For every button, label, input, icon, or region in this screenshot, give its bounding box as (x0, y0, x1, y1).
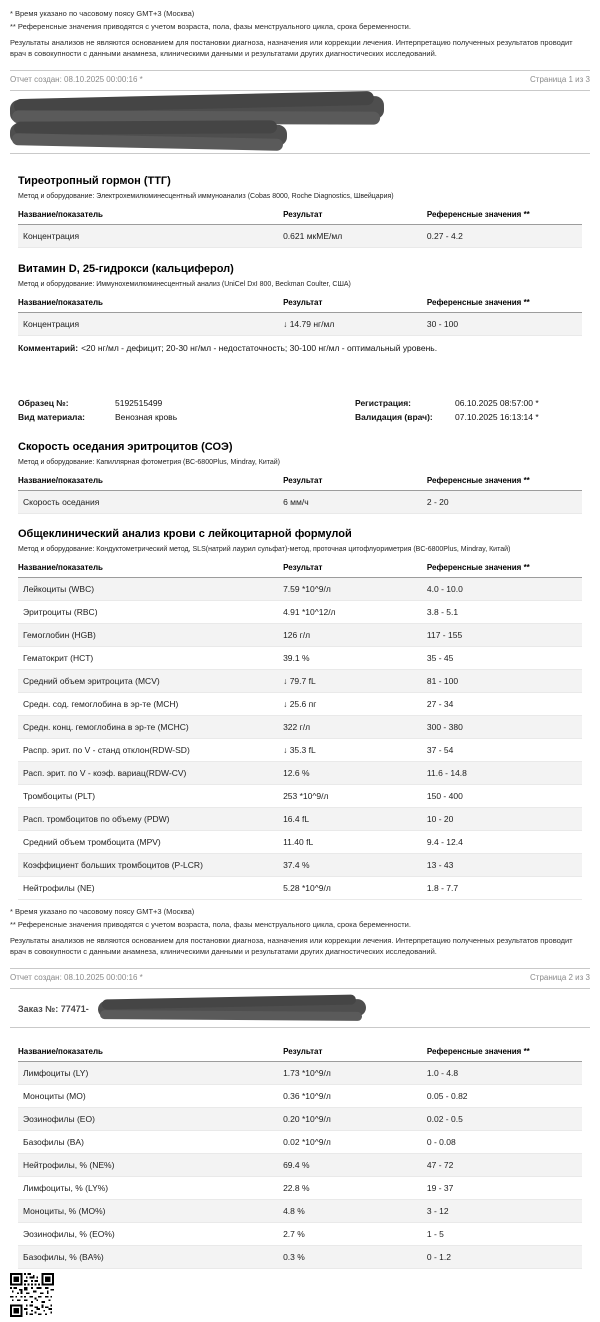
comment-label: Комментарий: (18, 343, 79, 353)
result-cell-result: 16.4 fL (283, 808, 427, 831)
result-cell-reference: 10 - 20 (427, 808, 582, 831)
result-cell-result: 0.02 *10^9/л (283, 1131, 427, 1154)
result-cell-name: Эозинофилы (EO) (18, 1108, 283, 1131)
note-reference-values: ** Референсные значения приводятся с учетом возраста, пола, фазы менструального цикла, срока беременности. (10, 920, 411, 929)
note-timezone: * Время указано по часовому поясу GMT+3 (Москва) (10, 907, 195, 916)
result-cell-result: 0.3 % (283, 1246, 427, 1269)
result-cell-reference: 2 - 20 (427, 491, 582, 514)
result-row (18, 854, 582, 877)
section-ttg (18, 174, 582, 248)
result-cell-reference: 19 - 37 (427, 1177, 582, 1200)
table-header-row (18, 559, 582, 578)
result-row (18, 1223, 582, 1246)
sample-number-row (18, 396, 355, 410)
page-indicator: Страница 1 из 3 (530, 75, 590, 84)
result-row (18, 877, 582, 900)
result-row (18, 491, 582, 514)
result-row (18, 739, 582, 762)
result-row (18, 1108, 582, 1131)
result-cell-result: 253 *10^9/л (283, 785, 427, 808)
result-cell-name: Средний объем эритроцита (MCV) (18, 670, 283, 693)
result-cell-result: ↓ 79.7 fL (283, 670, 427, 693)
result-cell-name: Базофилы, % (BA%) (18, 1246, 283, 1269)
result-cell-reference: 81 - 100 (427, 670, 582, 693)
vitamin-d-comment (18, 343, 582, 354)
result-cell-name: Моноциты, % (MO%) (18, 1200, 283, 1223)
redaction-scribble (10, 96, 384, 123)
result-cell-result: ↓ 35.3 fL (283, 739, 427, 762)
result-cell-name: Коэффициент больших тромбоцитов (P-LCR) (18, 854, 283, 877)
qr-code-image (10, 1273, 54, 1317)
result-row (18, 1062, 582, 1085)
sample-info-right (355, 396, 582, 424)
result-cell-reference: 9.4 - 12.4 (427, 831, 582, 854)
column-header-result: Результат (283, 1043, 427, 1062)
result-cell-name: Лимфоциты (LY) (18, 1062, 283, 1085)
column-header-reference: Референсные значения ** (427, 559, 582, 578)
column-header-result: Результат (283, 206, 427, 225)
result-cell-name: Лейкоциты (WBC) (18, 578, 283, 601)
sample-number-value: 5192515499 (115, 398, 163, 408)
sample-info-left (18, 396, 355, 424)
sample-number-label: Образец №: (18, 398, 69, 408)
result-row (18, 762, 582, 785)
section-title: Витамин D, 25-гидрокси (кальциферол) (18, 263, 234, 275)
table-header-row (18, 294, 582, 313)
validation-value: 07.10.2025 16:13:14 * (455, 412, 539, 422)
result-row (18, 225, 582, 248)
result-cell-reference: 0 - 1.2 (427, 1246, 582, 1269)
column-header-name: Название/показатель (18, 206, 283, 225)
result-row (18, 1200, 582, 1223)
column-header-result: Результат (283, 472, 427, 491)
table-header-row (18, 1043, 582, 1062)
result-cell-name: Гематокрит (HCT) (18, 647, 283, 670)
divider (10, 988, 590, 989)
report-meta-row (10, 71, 590, 90)
result-cell-reference: 1 - 5 (427, 1223, 582, 1246)
validation-row (355, 410, 582, 424)
result-cell-result: 11.40 fL (283, 831, 427, 854)
result-cell-result: 12.6 % (283, 762, 427, 785)
result-cell-reference: 1.8 - 7.7 (427, 877, 582, 900)
qr-code (10, 1273, 54, 1317)
vitamin-d-results-table (18, 294, 582, 336)
result-cell-result: 126 г/л (283, 624, 427, 647)
result-cell-reference: 0.27 - 4.2 (427, 225, 582, 248)
result-cell-reference: 47 - 72 (427, 1154, 582, 1177)
result-row (18, 670, 582, 693)
result-row (18, 785, 582, 808)
section-esr (18, 440, 582, 514)
redacted-patient-info (10, 91, 590, 153)
result-cell-reference: 35 - 45 (427, 647, 582, 670)
method-info: Метод и оборудование: Кондуктометрический метод, SLS(натрий лаурил сульфат)-метод, проточная цитофлуориметрия (BC-6800Plus, Mindray, Китай) (18, 546, 511, 553)
column-header-name: Название/показатель (18, 472, 283, 491)
result-cell-name: Средний объем тромбоцита (MPV) (18, 831, 283, 854)
method-info: Метод и оборудование: Капиллярная фотометрия (BC-6800Plus, Mindray, Китай) (18, 459, 281, 466)
result-cell-name: Распр. эрит. по V - станд отклон(RDW-SD) (18, 739, 283, 762)
material-type-value: Венозная кровь (115, 412, 178, 422)
result-cell-result: 69.4 % (283, 1154, 427, 1177)
redaction-scribble (10, 123, 287, 146)
column-header-reference: Референсные значения ** (427, 294, 582, 313)
result-row (18, 624, 582, 647)
result-row (18, 808, 582, 831)
table-header-row (18, 206, 582, 225)
result-row (18, 1085, 582, 1108)
method-info: Метод и оборудование: Иммунохемилюминесцентный анализ (UniCel DxI 800, Beckman Coulter, США) (18, 281, 351, 288)
result-cell-reference: 3 - 12 (427, 1200, 582, 1223)
result-cell-name: Расп. эрит. по V - коэф. вариац(RDW-CV) (18, 762, 283, 785)
result-cell-name: Нейтрофилы, % (NE%) (18, 1154, 283, 1177)
column-header-result: Результат (283, 559, 427, 578)
column-header-reference: Референсные значения ** (427, 472, 582, 491)
differential-results-table (18, 1043, 582, 1269)
result-cell-name: Скорость оседания (18, 491, 283, 514)
result-row (18, 647, 582, 670)
redaction-scribble (98, 999, 366, 1018)
result-cell-result: 7.59 *10^9/л (283, 578, 427, 601)
result-cell-reference: 1.0 - 4.8 (427, 1062, 582, 1085)
column-header-reference: Референсные значения ** (427, 1043, 582, 1062)
report-created-timestamp: Отчет создан: 08.10.2025 00:00:16 * (10, 75, 143, 84)
result-cell-name: Нейтрофилы (NE) (18, 877, 283, 900)
material-type-row (18, 410, 355, 424)
page2-footer-notes (0, 900, 600, 957)
result-cell-reference: 0.02 - 0.5 (427, 1108, 582, 1131)
divider (10, 153, 590, 154)
column-header-result: Результат (283, 294, 427, 313)
result-cell-reference: 27 - 34 (427, 693, 582, 716)
result-cell-reference: 0 - 0.08 (427, 1131, 582, 1154)
result-cell-name: Базофилы (BA) (18, 1131, 283, 1154)
result-cell-result: 22.8 % (283, 1177, 427, 1200)
result-row (18, 313, 582, 336)
result-cell-name: Эозинофилы, % (EO%) (18, 1223, 283, 1246)
result-row (18, 1131, 582, 1154)
divider (10, 1027, 590, 1028)
ttg-results-table (18, 206, 582, 248)
column-header-name: Название/показатель (18, 559, 283, 578)
result-cell-reference: 300 - 380 (427, 716, 582, 739)
result-row (18, 716, 582, 739)
section-differential (18, 1043, 582, 1269)
result-cell-result: 0.621 мкМЕ/мл (283, 225, 427, 248)
result-cell-name: Лимфоциты, % (LY%) (18, 1177, 283, 1200)
result-row (18, 1246, 582, 1269)
result-cell-reference: 37 - 54 (427, 739, 582, 762)
result-cell-name: Тромбоциты (PLT) (18, 785, 283, 808)
result-cell-reference: 117 - 155 (427, 624, 582, 647)
note-timezone: * Время указано по часовому поясу GMT+3 (Москва) (10, 9, 195, 18)
result-row (18, 831, 582, 854)
registration-row (355, 396, 582, 410)
results-disclaimer: Результаты анализов не являются основанием для постановки диагноза, назначения или коррекции лечения. Интерпретацию полученных результатов проводит врач в совокупности с данными анамнеза, клиническими данными и результатами других диагностических исследований. (10, 38, 573, 58)
results-disclaimer: Результаты анализов не являются основанием для постановки диагноза, назначения или коррекции лечения. Интерпретацию полученных результатов проводит врач в совокупности с данными анамнеза, клиническими данными и результатами других диагностических исследований. (10, 936, 573, 956)
result-cell-result: ↓ 14.79 нг/мл (283, 313, 427, 336)
result-row (18, 693, 582, 716)
section-title: Общеклинический анализ крови с лейкоцитарной формулой (18, 528, 352, 540)
result-cell-result: 0.36 *10^9/л (283, 1085, 427, 1108)
result-cell-name: Средн. конц. гемоглобина в эр-те (MCHC) (18, 716, 283, 739)
section-vitamin-d (18, 262, 582, 354)
column-header-name: Название/показатель (18, 294, 283, 313)
result-row (18, 1177, 582, 1200)
note-reference-values: ** Референсные значения приводятся с учетом возраста, пола, фазы менструального цикла, срока беременности. (10, 22, 411, 31)
result-cell-result: 4.8 % (283, 1200, 427, 1223)
column-header-name: Название/показатель (18, 1043, 283, 1062)
result-cell-name: Гемоглобин (HGB) (18, 624, 283, 647)
result-cell-result: 6 мм/ч (283, 491, 427, 514)
result-cell-reference: 30 - 100 (427, 313, 582, 336)
redacted-order-number (18, 999, 582, 1019)
result-cell-name: Эритроциты (RBC) (18, 601, 283, 624)
registration-label: Регистрация: (355, 398, 412, 408)
result-cell-result: 2.7 % (283, 1223, 427, 1246)
result-cell-reference: 11.6 - 14.8 (427, 762, 582, 785)
material-type-label: Вид материала: (18, 412, 86, 422)
sample-info-block (18, 396, 582, 424)
result-cell-name: Концентрация (18, 225, 283, 248)
result-cell-name: Средн. сод. гемоглобина в эр-те (MCH) (18, 693, 283, 716)
result-cell-result: 4.91 *10^12/л (283, 601, 427, 624)
section-title: Тиреотропный гормон (ТТГ) (18, 175, 171, 187)
table-header-row (18, 472, 582, 491)
result-cell-reference: 150 - 400 (427, 785, 582, 808)
result-cell-name: Моноциты (MO) (18, 1085, 283, 1108)
result-cell-result: 37.4 % (283, 854, 427, 877)
method-info: Метод и оборудование: Электрохемилюминесцентный иммуноанализ (Cobas 8000, Roche Diagnostics, Швейцария) (18, 193, 394, 200)
result-row (18, 601, 582, 624)
result-cell-result: 39.1 % (283, 647, 427, 670)
result-cell-reference: 13 - 43 (427, 854, 582, 877)
result-row (18, 1154, 582, 1177)
esr-results-table (18, 472, 582, 514)
cbc-results-table (18, 559, 582, 900)
page1-footer-notes (0, 0, 600, 59)
order-number-label: Заказ №: 77471- (18, 1004, 89, 1014)
result-cell-result: 322 г/л (283, 716, 427, 739)
result-cell-reference: 0.05 - 0.82 (427, 1085, 582, 1108)
validation-label: Валидация (врач): (355, 412, 433, 422)
section-title: Скорость оседания эритроцитов (СОЭ) (18, 441, 233, 453)
comment-text: <20 нг/мл - дефицит; 20-30 нг/мл - недостаточность; 30-100 нг/мл - оптимальный уровень. (81, 343, 438, 353)
report-meta-row (10, 969, 590, 988)
result-cell-result: 5.28 *10^9/л (283, 877, 427, 900)
result-cell-reference: 4.0 - 10.0 (427, 578, 582, 601)
result-cell-name: Концентрация (18, 313, 283, 336)
registration-value: 06.10.2025 08:57:00 * (455, 398, 539, 408)
result-row (18, 578, 582, 601)
column-header-reference: Референсные значения ** (427, 206, 582, 225)
result-cell-reference: 3.8 - 5.1 (427, 601, 582, 624)
result-cell-result: ↓ 25.6 пг (283, 693, 427, 716)
page-indicator: Страница 2 из 3 (530, 973, 590, 982)
result-cell-name: Расп. тромбоцитов по объему (PDW) (18, 808, 283, 831)
report-created-timestamp: Отчет создан: 08.10.2025 00:00:16 * (10, 973, 143, 982)
result-cell-result: 0.20 *10^9/л (283, 1108, 427, 1131)
result-cell-result: 1.73 *10^9/л (283, 1062, 427, 1085)
section-cbc (18, 527, 582, 900)
